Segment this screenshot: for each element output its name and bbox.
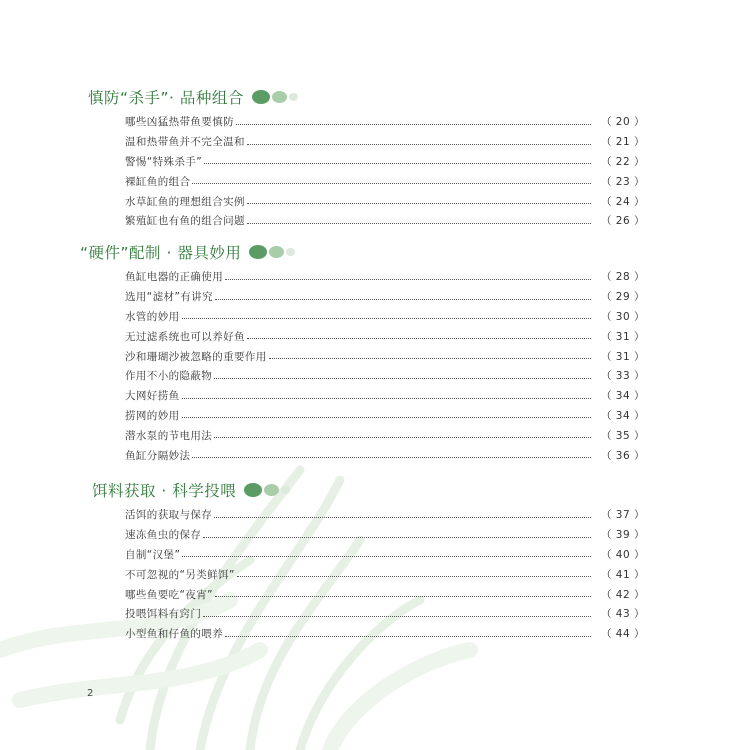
entry-title: 警惕“特殊杀手” <box>125 155 203 168</box>
entry-title: 裸缸鱼的组合 <box>125 175 191 188</box>
entry-page: （ 44 ） <box>600 628 645 641</box>
entry-title: 潜水泵的节电用法 <box>125 429 213 442</box>
toc-entry[interactable] <box>125 584 645 604</box>
dot-leader <box>203 536 591 538</box>
toc-list <box>125 267 645 465</box>
toc-entry[interactable] <box>125 604 645 624</box>
page-number: 2 <box>87 688 94 699</box>
entry-title: 水草缸鱼的理想组合实例 <box>125 195 245 208</box>
entry-page: （ 31 ） <box>600 330 645 343</box>
entry-title: 捞网的妙用 <box>125 409 180 422</box>
dot-leader <box>247 202 591 204</box>
toc-entry[interactable] <box>125 545 645 565</box>
entry-title: 不可忽视的“另类鲜饵” <box>125 568 235 581</box>
toc-entry[interactable] <box>125 406 645 426</box>
toc-entry[interactable] <box>125 386 645 406</box>
entry-title: 自制“汉堡” <box>125 548 181 561</box>
entry-page: （ 36 ） <box>600 449 645 462</box>
entry-title: 选用“滤材”有讲究 <box>125 291 213 304</box>
toc-entry[interactable] <box>125 211 645 231</box>
entry-title: 温和热带鱼并不完全温和 <box>125 136 245 149</box>
entry-title: 水管的妙用 <box>125 310 180 323</box>
dot-leader <box>192 456 591 458</box>
entry-title: 作用不小的隐蔽物 <box>125 370 213 383</box>
toc-entry[interactable] <box>125 132 645 152</box>
entry-page: （ 41 ） <box>600 568 645 581</box>
entry-page: （ 29 ） <box>600 291 645 304</box>
toc-entry[interactable] <box>125 366 645 386</box>
toc-list <box>125 505 645 644</box>
section-title: 慎防“杀手”· 品种组合 <box>88 86 300 108</box>
entry-title: 哪些鱼要吃“夜宵” <box>125 588 213 601</box>
toc-entry[interactable] <box>125 267 645 287</box>
entry-title: 繁殖缸也有鱼的组合问题 <box>125 215 245 228</box>
entry-page: （ 39 ） <box>600 529 645 542</box>
decorative-dots-icon <box>252 90 300 104</box>
dot-leader <box>247 143 591 145</box>
dot-leader <box>225 278 591 280</box>
dot-leader <box>182 416 592 418</box>
toc-entry[interactable] <box>125 525 645 545</box>
toc-entry[interactable] <box>125 152 645 172</box>
dot-leader <box>214 377 591 379</box>
toc-entry[interactable] <box>125 326 645 346</box>
section-title: “硬件”配制 · 器具妙用 <box>80 241 297 263</box>
entry-title: 投喂饵料有窍门 <box>125 608 202 621</box>
entry-title: 哪些凶猛热带鱼要慎防 <box>125 116 234 129</box>
entry-page: （ 28 ） <box>600 271 645 284</box>
entry-page: （ 40 ） <box>600 548 645 561</box>
dot-leader <box>182 317 592 319</box>
entry-page: （ 43 ） <box>600 608 645 621</box>
entry-page: （ 31 ） <box>600 350 645 363</box>
dot-leader <box>269 357 591 359</box>
entry-page: （ 30 ） <box>600 310 645 323</box>
entry-page: （ 34 ） <box>600 409 645 422</box>
entry-title: 鱼缸电器的正确使用 <box>125 271 224 284</box>
entry-page: （ 26 ） <box>600 215 645 228</box>
dot-leader <box>214 516 591 518</box>
entry-page: （ 21 ） <box>600 136 645 149</box>
entry-page: （ 34 ） <box>600 390 645 403</box>
toc-entry[interactable] <box>125 171 645 191</box>
toc-entry[interactable] <box>125 346 645 366</box>
toc-entry[interactable] <box>125 564 645 584</box>
entry-page: （ 22 ） <box>600 155 645 168</box>
dot-leader <box>192 182 591 184</box>
dot-leader <box>247 337 591 339</box>
dot-leader <box>225 635 591 637</box>
entry-page: （ 42 ） <box>600 588 645 601</box>
entry-title: 小型鱼和仔鱼的喂养 <box>125 628 224 641</box>
toc-entry[interactable] <box>125 445 645 465</box>
toc-entry[interactable] <box>125 112 645 132</box>
toc-entry[interactable] <box>125 307 645 327</box>
dot-leader <box>203 615 591 617</box>
decorative-dots-icon <box>249 245 297 259</box>
dot-leader <box>215 595 591 597</box>
entry-page: （ 24 ） <box>600 195 645 208</box>
entry-page: （ 35 ） <box>600 429 645 442</box>
toc-entry[interactable] <box>125 287 645 307</box>
entry-title: 活饵的获取与保存 <box>125 509 213 522</box>
entry-page: （ 33 ） <box>600 370 645 383</box>
dot-leader <box>214 436 591 438</box>
dot-leader <box>247 222 591 224</box>
dot-leader <box>237 575 591 577</box>
dot-leader <box>215 298 591 300</box>
decorative-dots-icon <box>244 483 292 497</box>
toc-entry[interactable] <box>125 191 645 211</box>
toc-entry[interactable] <box>125 624 645 644</box>
entry-title: 鱼缸分隔妙法 <box>125 449 191 462</box>
toc-entry[interactable] <box>125 505 645 525</box>
entry-title: 速冻鱼虫的保存 <box>125 529 202 542</box>
dot-leader <box>182 397 592 399</box>
entry-page: （ 23 ） <box>600 175 645 188</box>
toc-entry[interactable] <box>125 425 645 445</box>
toc-list <box>125 112 645 231</box>
entry-title: 沙和珊瑚沙被忽略的重要作用 <box>125 350 267 363</box>
entry-page: （ 37 ） <box>600 509 645 522</box>
dot-leader <box>236 123 591 125</box>
section-title: 饵料获取 · 科学投喂 <box>92 479 292 501</box>
dot-leader <box>204 162 591 164</box>
entry-page: （ 20 ） <box>600 116 645 129</box>
entry-title: 大网好捞鱼 <box>125 390 180 403</box>
dot-leader <box>182 555 591 557</box>
entry-title: 无过滤系统也可以养好鱼 <box>125 330 245 343</box>
